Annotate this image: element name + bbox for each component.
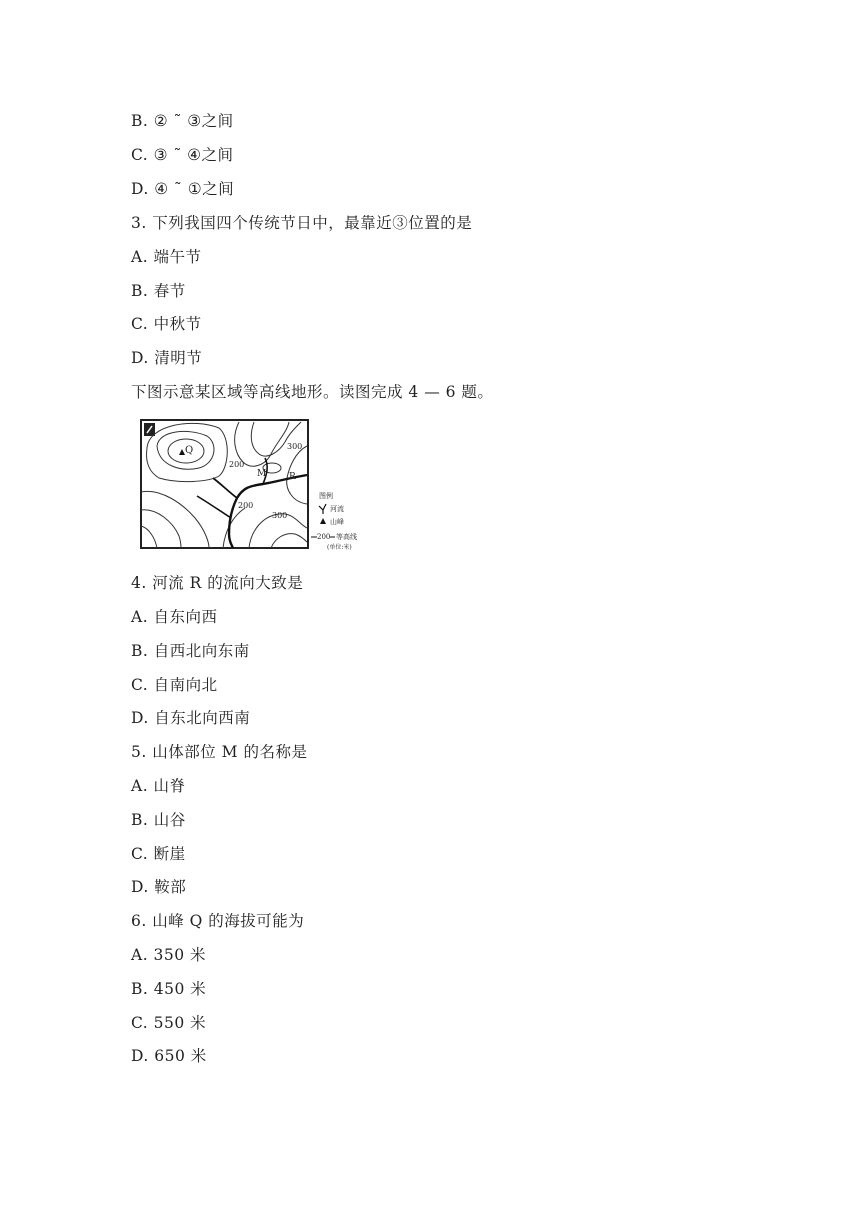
map-frame [141,420,308,548]
option-c-q2: C. ③ ˜ ④之间 [131,146,234,164]
option-b-q4: B. 自西北向东南 [131,642,250,660]
option-c-q3: C. 中秋节 [131,315,202,333]
label-r: R [289,472,296,482]
option-d-q4: D. 自东北向西南 [131,709,251,727]
legend-unit: (单位:米) [327,544,352,551]
contour-label-200-top: 200 [229,460,245,469]
option-a-q5: A. 山脊 [131,777,186,795]
contour-map-svg [139,418,389,554]
question-5: 5. 山体部位 M 的名称是 [131,743,308,761]
contour-label-200-bottom: 200 [238,501,254,510]
contour-map [139,418,389,554]
question-3: 3. 下列我国四个传统节日中，最靠近③位置的是 [131,214,473,232]
label-q: Q [185,445,194,456]
option-c-q5: C. 断崖 [131,845,186,863]
option-d-q6: D. 650 米 [131,1047,207,1065]
legend-peak-icon [320,518,326,524]
legend-contour: 等高线 [336,533,357,541]
contour-label-300-top: 300 [287,442,303,451]
option-c-q6: C. 550 米 [131,1014,207,1032]
map-legend [311,491,357,551]
legend-river: 河流 [330,505,344,513]
option-b-q2: B. ② ˜ ③之间 [131,112,234,130]
legend-river-icon [319,504,326,514]
option-b-q3: B. 春节 [131,282,186,300]
option-a-q6: A. 350 米 [131,946,207,964]
question-4: 4. 河流 R 的流向大致是 [131,574,304,592]
legend-contour-value: 200 [317,533,331,541]
option-a-q3: A. 端午节 [131,248,202,266]
option-d-q3: D. 清明节 [131,349,203,367]
option-a-q4: A. 自东向西 [131,608,218,626]
option-c-q4: C. 自南向北 [131,676,218,694]
contour-label-300-bottom: 300 [272,511,288,520]
option-d-q5: D. 鞍部 [131,878,187,896]
legend-peak: 山峰 [330,518,344,526]
map-intro: 下图示意某区域等高线地形。读图完成 4 — 6 题。 [131,383,494,401]
option-d-q2: D. ④ ˜ ①之间 [131,180,235,198]
question-6: 6. 山峰 Q 的海拔可能为 [131,912,305,930]
option-b-q6: B. 450 米 [131,980,207,998]
option-b-q5: B. 山谷 [131,811,186,829]
legend-title: 图例 [319,492,333,500]
label-m: M [257,469,267,479]
